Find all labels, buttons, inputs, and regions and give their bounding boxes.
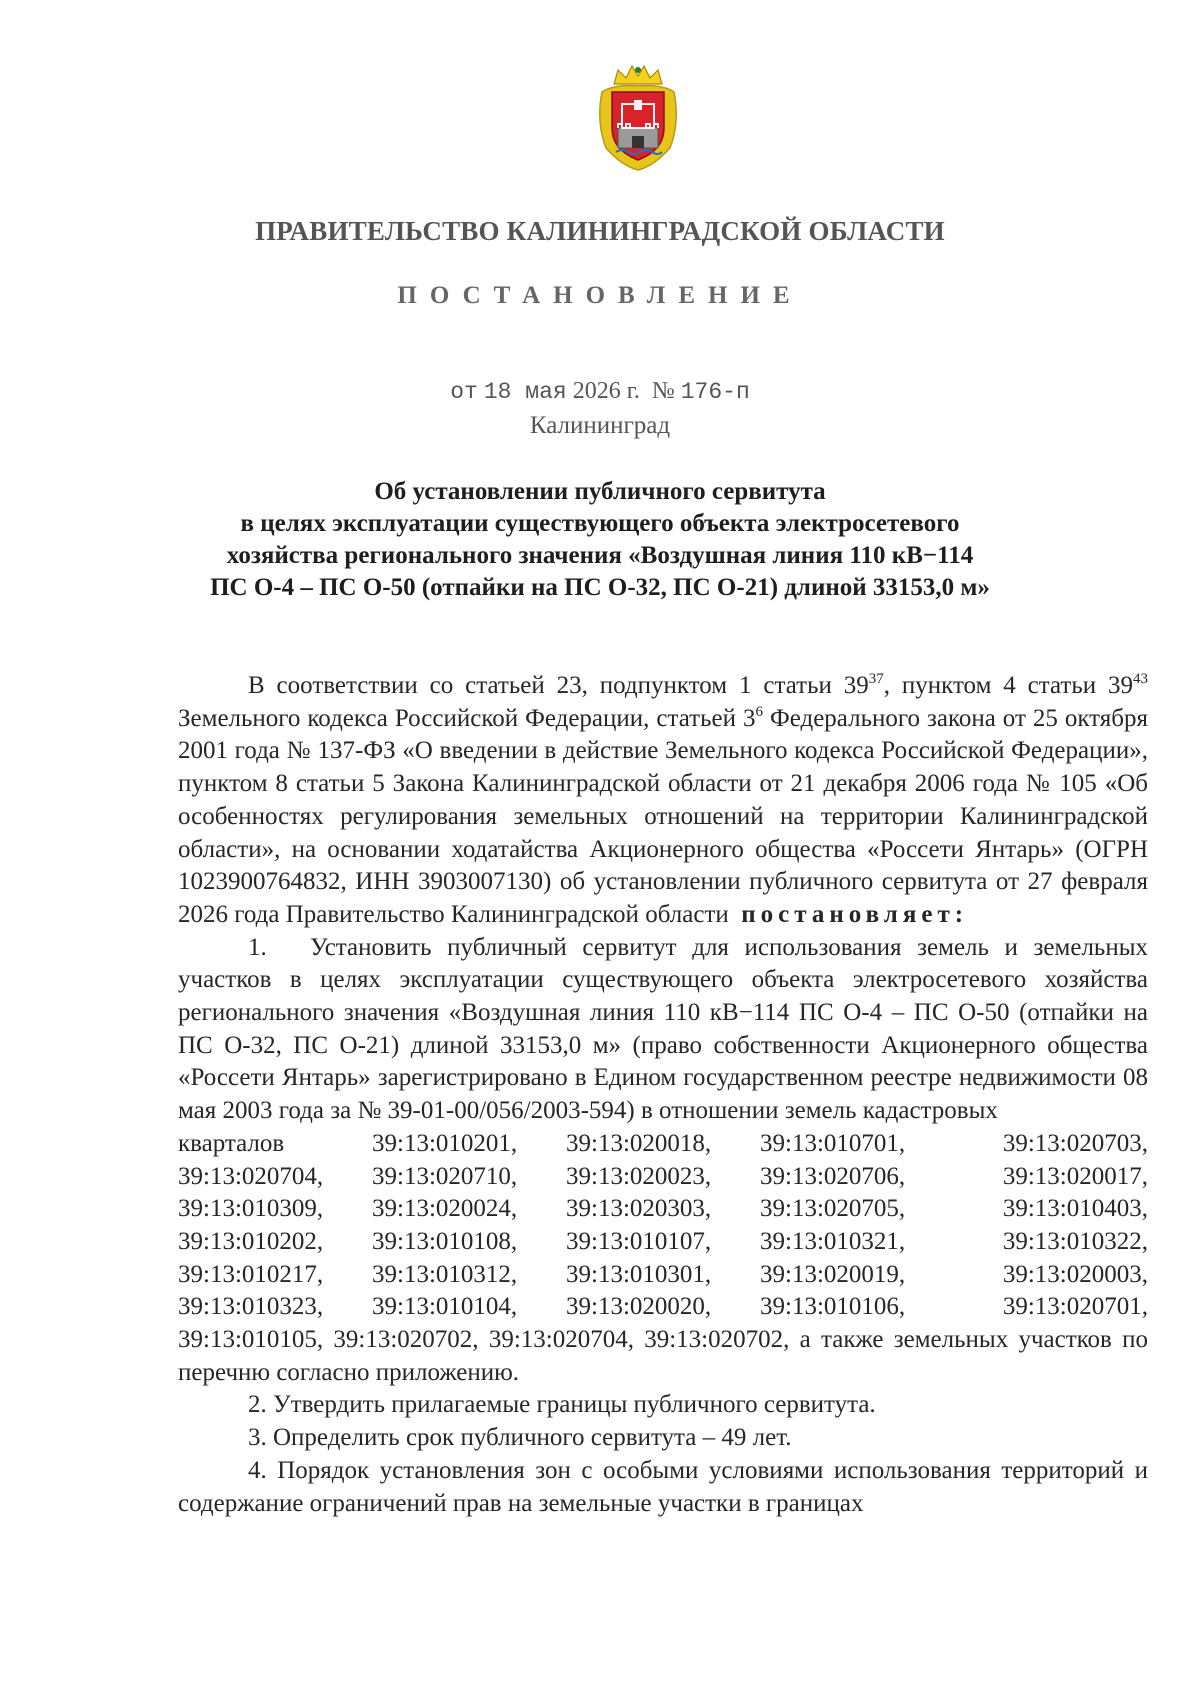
item-1-paragraph <box>178 932 1148 1128</box>
subject-line: в целях эксплуатации существующего объекта электросетевого <box>240 510 960 537</box>
cadastral-number: 39:13:010701, <box>760 1129 906 1157</box>
cadastral-number: 39:13:010217, <box>178 1260 324 1288</box>
cadastral-quarters-grid <box>178 1128 1148 1324</box>
government-title: ПРАВИТЕЛЬСТВО КАЛИНИНГРАДСКОЙ ОБЛАСТИ <box>255 216 945 246</box>
cadastral-number: 39:13:020017, <box>1002 1162 1148 1190</box>
city-name: Калининград <box>529 412 671 439</box>
item-1-text: Установить публичный сервитут для использования земель и земельных участков в целях эксплуатации существующего объекта электросетевого хозяйства регионального значения «Воздушная линия 110 кВ−114 ПС О-4 – ПС О-50 (отпайки на ПС О-32, ПС О-21) длиной 33153,0 м» (право собственности Акционерного общества «Россети Янтарь» зарегистрировано в Едином государственном реестре недвижимости 08 мая 2003 года за № 39-01-00/056/2003-594) в отношении земель кадастровых <box>178 933 1148 1125</box>
coat-of-arms-icon <box>592 62 684 172</box>
cadastral-number: 39:13:010322, <box>1002 1227 1148 1255</box>
date-number-line <box>0 378 1200 405</box>
cadastral-number: 39:13:020705, <box>760 1195 906 1223</box>
cadastral-number: 39:13:010403, <box>1002 1195 1148 1223</box>
number-label: № <box>651 378 675 404</box>
cadastral-number: 39:13:010104, <box>372 1293 518 1321</box>
document-type: ПОСТАНОВЛЕНИЕ <box>397 282 803 309</box>
cadastral-number: 39:13:010106, <box>760 1293 906 1321</box>
preamble-paragraph <box>178 670 1148 932</box>
date-prefix: от <box>450 379 478 405</box>
preamble-text: Федерального закона от 25 октября 2001 года № 137-ФЗ «О введении в действие Земельного кодекса Российской Федерации», пунктом 8 статьи 5 Закона Калининградской области от 21 декабря 2006 года № 105 «Об особенностях регулирования земельных отношений на территории Калининградской области», на основании ходатайства Акционерного общества «Россети Янтарь» (ОГРН 1023900764832, ИНН 3903007130) об установлении публичного сервитута от 27 февраля 2026 года Правительство Калининградской области <box>178 704 1148 928</box>
cadastral-number: 39:13:020706, <box>760 1162 906 1190</box>
item-3-paragraph: 3. Определить срок публичного сервитута – 49 лет. <box>248 1424 792 1452</box>
superscript: 43 <box>1133 671 1149 687</box>
date-year: 2026 г. <box>572 378 640 404</box>
item-4-paragraph: 4. Порядок установления зон с особыми условиями использования территорий и содержание ограничений прав на земельные участки в границах <box>178 1456 1148 1517</box>
cadastral-number: 39:13:010301, <box>566 1260 712 1288</box>
item-number: 1. <box>248 933 267 961</box>
quarters-label: кварталов <box>178 1129 285 1157</box>
cadastral-number: 39:13:010107, <box>566 1227 712 1255</box>
superscript: 37 <box>868 671 884 687</box>
superscript: 6 <box>755 703 763 720</box>
cadastral-number: 39:13:010202, <box>178 1227 324 1255</box>
decree-word: постановляет: <box>741 900 969 928</box>
cadastral-number: 39:13:020710, <box>372 1162 518 1190</box>
document-subject <box>170 476 1030 604</box>
date-day-month: 18 мая <box>483 379 567 405</box>
cadastral-number: 39:13:020020, <box>566 1293 712 1321</box>
cadastral-number: 39:13:010108, <box>372 1227 518 1255</box>
cadastral-number: 39:13:020703, <box>1002 1129 1148 1157</box>
cadastral-number: 39:13:020019, <box>760 1260 906 1288</box>
cadastral-number: 39:13:010323, <box>178 1293 324 1321</box>
cadastral-number: 39:13:020023, <box>566 1162 712 1190</box>
subject-line: Об установлении публичного сервитута <box>374 478 826 505</box>
item-1-tail: 39:13:010105, 39:13:020702, 39:13:020704, 39:13:020702, а также земельных участков по перечню согласно приложению. <box>178 1326 1148 1386</box>
item-2-paragraph: 2. Утвердить прилагаемые границы публичного сервитута. <box>248 1391 876 1419</box>
subject-line: ПС О-4 – ПС О-50 (отпайки на ПС О-32, ПС О-21) длиной 33153,0 м» <box>210 574 990 601</box>
document-number: 176-п <box>680 379 750 405</box>
preamble-text: , пунктом 4 статьи 39 <box>883 672 1134 699</box>
cadastral-number: 39:13:020024, <box>372 1195 518 1223</box>
cadastral-number: 39:13:010309, <box>178 1195 324 1223</box>
cadastral-number: 39:13:020018, <box>566 1129 712 1157</box>
cadastral-number: 39:13:010312, <box>372 1260 518 1288</box>
preamble-text: Земельного кодекса Российской Федерации, статьей 3 <box>178 704 756 732</box>
document-body <box>178 670 1148 1520</box>
cadastral-number: 39:13:010201, <box>372 1129 518 1157</box>
cadastral-number: 39:13:010321, <box>760 1227 906 1255</box>
cadastral-number: 39:13:020303, <box>566 1195 712 1223</box>
cadastral-number: 39:13:020701, <box>1002 1293 1148 1321</box>
cadastral-number: 39:13:020003, <box>1002 1260 1148 1288</box>
subject-line: хозяйства регионального значения «Воздушная линия 110 кВ−114 <box>226 542 974 569</box>
cadastral-number: 39:13:020704, <box>178 1162 324 1190</box>
preamble-text: В соответствии со статьей 23, подпунктом 1 статьи 39 <box>248 672 869 699</box>
